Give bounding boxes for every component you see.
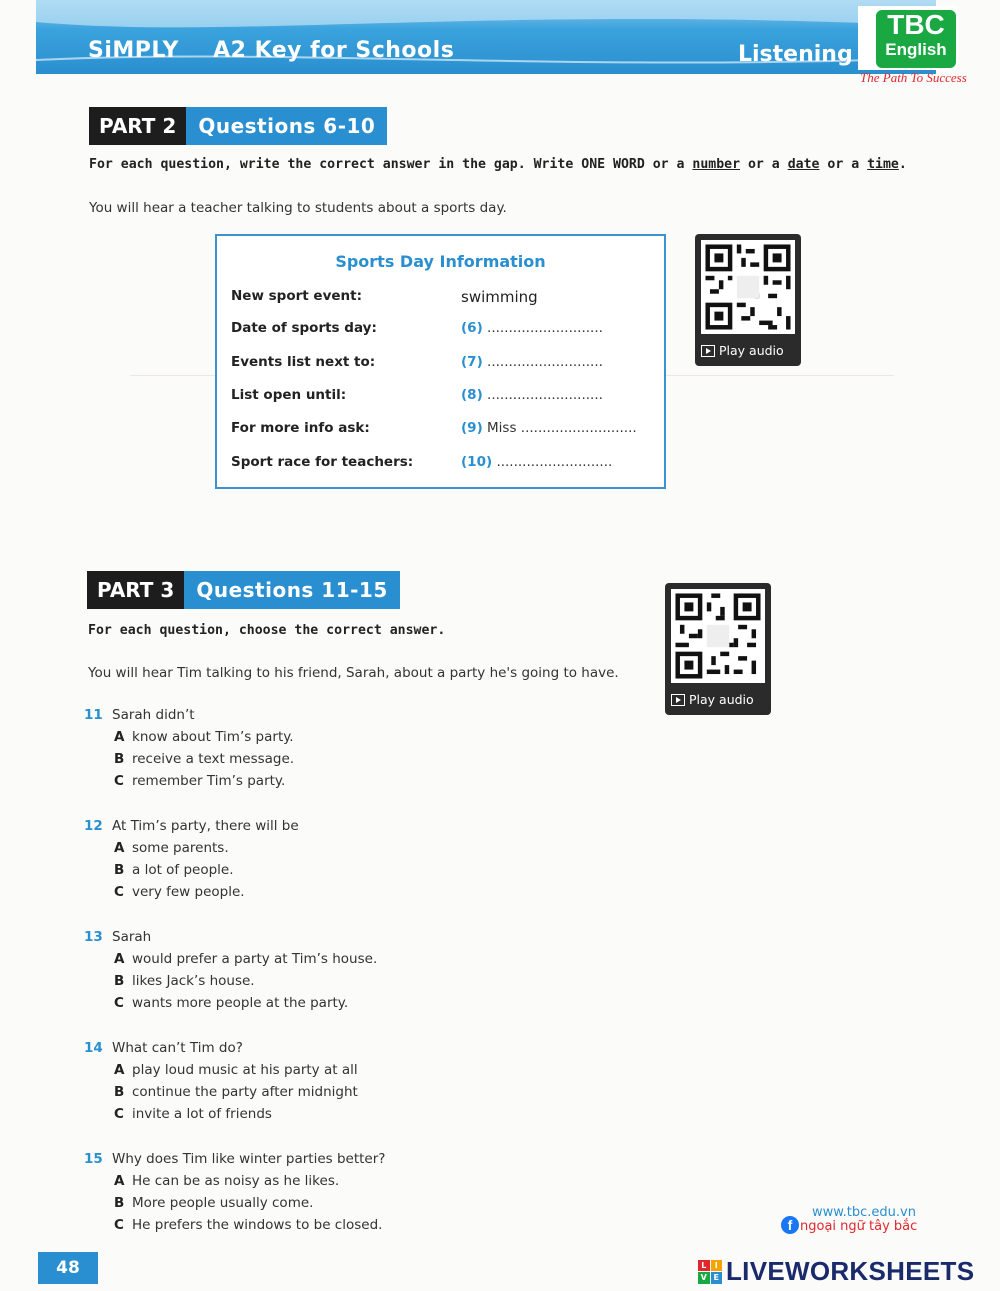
question-12 [84,818,299,900]
option-letter: B [114,1195,125,1211]
answer-option[interactable] [114,1106,358,1122]
question-15 [84,1151,385,1233]
question-number: 11 [84,707,103,723]
question-stem: Sarah [112,929,152,945]
instr-or-2: or a [819,157,868,172]
part2-label: PART 2 [89,107,186,145]
play-icon [701,345,715,357]
liveworksheets-logo-icon [698,1260,722,1284]
info-label: Events list next to: [231,354,376,370]
facebook-page-link[interactable]: ngoại ngữ tây bắc [800,1219,918,1234]
info-gap-9 [461,420,637,436]
answer-gap[interactable]: ........................... [520,420,637,436]
option-text: very few people. [132,884,245,900]
question-number: 14 [84,1040,103,1056]
instr-date: date [787,157,820,172]
logo-tagline: The Path To Success [860,70,967,85]
option-letter: B [114,973,125,989]
question-14 [84,1040,358,1122]
answer-option[interactable] [114,995,377,1011]
part3-instruction: For each question, choose the correct answer. [88,623,446,638]
part3-audio-card[interactable] [665,583,771,715]
gap-number: (6) [461,320,483,336]
option-text: play loud music at his party at all [132,1062,358,1078]
page-number: 48 [38,1252,98,1284]
option-letter: C [114,995,124,1011]
option-letter: A [114,729,125,745]
info-gap-8 [461,387,603,403]
option-letter: C [114,1106,124,1122]
option-letter: C [114,1217,124,1233]
gap-number: (9) [461,420,483,436]
tbc-logo [858,6,976,86]
option-text: He prefers the windows to be closed. [132,1217,383,1233]
answer-option[interactable] [114,1195,385,1211]
answer-option[interactable] [114,862,299,878]
gap-number: (10) [461,454,493,470]
part2-instruction [89,157,907,172]
answer-option[interactable] [114,840,299,856]
play-audio-label: Play audio [689,692,754,707]
option-text: a lot of people. [132,862,234,878]
gap-number: (8) [461,387,483,403]
question-number: 13 [84,929,103,945]
option-text: continue the party after midnight [132,1084,358,1100]
question-stem: What can’t Tim do? [112,1040,243,1056]
option-letter: A [114,1062,125,1078]
option-text: know about Tim’s party. [132,729,294,745]
answer-option[interactable] [114,773,294,789]
answer-gap[interactable]: ........................... [487,387,603,403]
play-icon [671,694,685,706]
part3-banner [87,571,400,609]
instr-time: time [867,157,899,172]
question-number: 15 [84,1151,103,1167]
play-audio-label: Play audio [719,343,784,358]
question-stem: Why does Tim like winter parties better? [112,1151,386,1167]
gap-prefix: Miss [487,420,517,436]
question-number: 12 [84,818,103,834]
info-gap-7 [461,354,603,370]
answer-option[interactable] [114,1173,385,1189]
logo-letter-v: V [698,1272,710,1284]
info-answer: swimming [461,288,538,306]
qr-code-icon [671,589,765,683]
series-name: SiMPLY [88,38,179,63]
instr-text: For each question, write the correct answer in the gap. Write ONE WORD or a [89,157,693,172]
option-letter: A [114,1173,125,1189]
question-11 [84,707,294,789]
option-text: wants more people at the party. [132,995,349,1011]
info-label: New sport event: [231,288,362,304]
part3-label: PART 3 [87,571,184,609]
option-text: receive a text message. [132,751,295,767]
instr-end: . [898,157,907,172]
answer-option[interactable] [114,973,377,989]
option-letter: B [114,751,125,767]
logo-letter-e: E [711,1272,723,1284]
liveworksheets-brand [698,1256,974,1287]
logo-letter-l: L [698,1260,710,1272]
book-name: A2 Key for Schools [213,38,455,63]
instr-or-1: or a [740,157,788,172]
part2-audio-card[interactable] [695,234,801,366]
logo-line1: TBC [887,9,945,40]
option-text: some parents. [132,840,229,856]
answer-option[interactable] [114,729,294,745]
logo-badge [876,10,956,68]
answer-option[interactable] [114,1062,358,1078]
option-text: More people usually come. [132,1195,314,1211]
logo-line2: English [885,40,947,59]
option-text: He can be as noisy as he likes. [132,1173,340,1189]
question-stem: Sarah didn’t [112,707,195,723]
option-letter: A [114,951,125,967]
option-letter: B [114,1084,125,1100]
gap-number: (7) [461,354,483,370]
website-link[interactable]: www.tbc.edu.vn [811,1205,916,1220]
option-text: would prefer a party at Tim’s house. [132,951,378,967]
info-label: For more info ask: [231,420,370,436]
answer-gap[interactable]: ........................... [487,354,603,370]
part3-questions: Questions 11-15 [184,571,399,609]
play-audio-button[interactable] [701,343,784,358]
info-label: Date of sports day: [231,320,377,336]
info-label: List open until: [231,387,347,403]
option-text: invite a lot of friends [132,1106,272,1122]
option-letter: C [114,773,124,789]
info-gap-10 [461,454,612,470]
instr-number: number [692,157,741,172]
section-title: Listening [738,42,853,67]
sports-day-info-box [215,234,666,489]
facebook-icon: f [781,1216,799,1234]
option-text: remember Tim’s party. [132,773,286,789]
answer-option[interactable] [114,951,377,967]
part3-intro: You will hear Tim talking to his friend, Sarah, about a party he's going to have. [88,665,619,681]
question-stem: At Tim’s party, there will be [112,818,299,834]
part2-banner [89,107,387,145]
option-letter: A [114,840,125,856]
qr-code-icon [701,240,795,334]
logo-letter-i: I [711,1260,723,1272]
answer-option[interactable] [114,1084,358,1100]
play-audio-button[interactable] [671,692,754,707]
liveworksheets-wordmark: LIVEWORKSHEETS [726,1256,975,1286]
part2-intro: You will hear a teacher talking to students about a sports day. [89,200,507,216]
option-text: likes Jack’s house. [132,973,255,989]
info-gap-6 [461,320,603,336]
question-13 [84,929,377,1011]
book-title [88,38,454,63]
info-box-title: Sports Day Information [335,252,546,271]
option-letter: C [114,884,124,900]
answer-option[interactable] [114,884,299,900]
part2-questions: Questions 6-10 [186,107,387,145]
info-label: Sport race for teachers: [231,454,414,470]
answer-option[interactable] [114,1217,385,1233]
answer-option[interactable] [114,751,294,767]
answer-gap[interactable]: ........................... [496,454,613,470]
option-letter: B [114,862,125,878]
answer-gap[interactable]: ........................... [487,320,603,336]
